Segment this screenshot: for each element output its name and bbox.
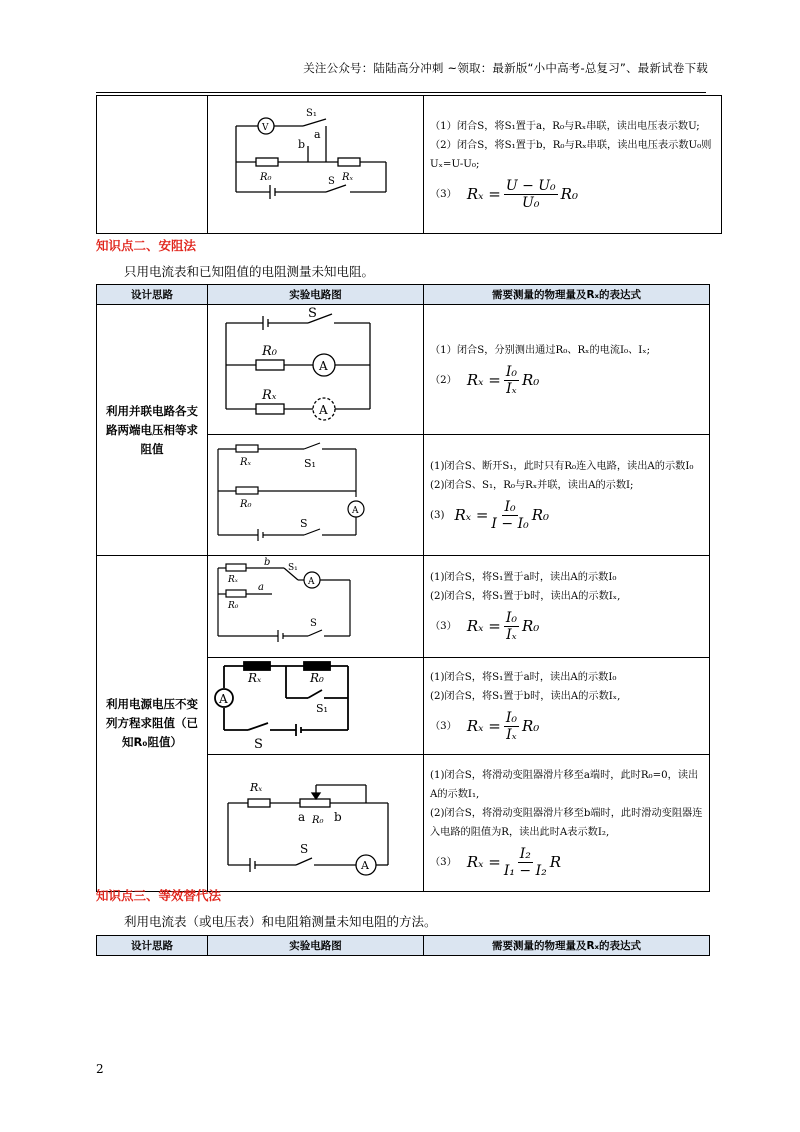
row-3-steps bbox=[424, 556, 710, 658]
voltmeter-circuit-diagram bbox=[208, 96, 422, 230]
top-steps-cell bbox=[424, 96, 722, 234]
col-header-circuit: 实验电路图 bbox=[208, 285, 424, 305]
row-2-formula: (3) Rₓ = $\frac{\text{I₀}}{\text{I − I₀}}$ R₀ bbox=[430, 498, 550, 532]
single-pole-double-throw-circuit bbox=[208, 556, 422, 654]
row-1-formula: （2） Rₓ = $\frac{\text{I₀}}{\text{Iₓ}}$ R₀ bbox=[430, 363, 540, 397]
row-5-step-2: (2)闭合S，将滑动变阻器滑片移至b端时，此时滑动变阻器连入电路的阻值为R，读出此时A表示数I₂, bbox=[430, 807, 703, 838]
row-1-step-1: （1）闭合S，分别测出通过R₀、Rₓ的电流I₀、Iₓ; bbox=[430, 344, 651, 356]
r3-label-rx: Rₓ bbox=[228, 575, 238, 585]
r2-label-s1: S₁ bbox=[304, 457, 316, 470]
rheostat-circuit bbox=[208, 755, 422, 888]
r1-label-a1: A bbox=[319, 359, 328, 373]
section-3-title: 知识点三、等效替代法 bbox=[96, 888, 222, 903]
r2-label-rx: Rₓ bbox=[240, 457, 252, 468]
row-3-step-1: (1)闭合S，将S₁置于a时，读出A的示数I₀ bbox=[430, 572, 617, 583]
label-a: a bbox=[314, 128, 321, 141]
r4-label-s: S bbox=[254, 737, 263, 751]
section-3-intro: 利用电流表（或电压表）和电阻箱测量未知电阻的方法。 bbox=[124, 914, 437, 929]
page-number: 2 bbox=[96, 1062, 104, 1076]
r1-label-s: S bbox=[308, 306, 317, 321]
r3-label-s: S bbox=[310, 618, 317, 629]
col-header-expression: 需要测量的物理量及Rₓ的表达式 bbox=[424, 285, 710, 305]
r1-label-r0: R₀ bbox=[262, 344, 277, 359]
row-5-step-1: (1)闭合S，将滑动变阻器滑片移至a端时，此时R₀=0，读出A的示数I₁, bbox=[430, 769, 699, 800]
r3-label-a: a bbox=[258, 582, 264, 593]
header-rule bbox=[96, 92, 706, 93]
label-v: V bbox=[262, 123, 269, 133]
row-4-circuit bbox=[208, 658, 424, 755]
r5-label-a: a bbox=[298, 810, 306, 824]
r3-label-b: b bbox=[264, 557, 271, 568]
section-2-title: 知识点二、安阻法 bbox=[96, 238, 197, 253]
row-4-steps bbox=[424, 658, 710, 755]
series-shorting-circuit bbox=[208, 658, 422, 751]
top-circuit-cell bbox=[208, 96, 424, 234]
ammeter-method-table bbox=[96, 284, 710, 892]
r3-label-s1: S₁ bbox=[288, 563, 298, 573]
r5-label-ammeter: A bbox=[361, 859, 369, 872]
label-rx: Rₓ bbox=[342, 172, 354, 183]
row-5-steps bbox=[424, 755, 710, 892]
row-2-circuit bbox=[208, 435, 424, 556]
label-s: S bbox=[328, 176, 335, 187]
row-3-circuit bbox=[208, 556, 424, 658]
r2-label-a: A bbox=[352, 506, 359, 516]
row-1-steps bbox=[424, 305, 710, 435]
top-formula: （3） Rₓ = $\frac{\text{U − U₀}}{\text{U₀}}$ R₀ bbox=[430, 177, 578, 211]
s3-col-header-idea: 设计思路 bbox=[97, 936, 208, 956]
top-step-1: （1）闭合S，将S₁置于a，R₀与Rₓ串联，读出电压表示数U; bbox=[430, 120, 700, 132]
top-idea-cell bbox=[97, 96, 208, 234]
r2-label-s: S bbox=[300, 517, 308, 530]
row-4-step-1: (1)闭合S，将S₁置于a时，读出A的示数I₀ bbox=[430, 671, 617, 683]
section-2-intro: 只用电流表和已知阻值的电阻测量未知电阻。 bbox=[124, 264, 375, 279]
s3-col-header-expression: 需要测量的物理量及Rₓ的表达式 bbox=[424, 936, 710, 956]
col-header-idea: 设计思路 bbox=[97, 285, 208, 305]
group-1-idea: 利用并联电路各支路两端电压相等求阻值 bbox=[97, 305, 208, 556]
label-b: b bbox=[298, 138, 306, 151]
r1-label-rx: Rₓ bbox=[262, 388, 277, 403]
r5-label-s: S bbox=[300, 842, 309, 856]
r1-label-a2: A bbox=[319, 403, 328, 417]
row-2-step-2: (2)闭合S、S₁，R₀与Rₓ并联，读出A的示数I; bbox=[430, 479, 634, 491]
group-2-idea: 利用电源电压不变列方程求阻值（已知R₀阻值） bbox=[97, 556, 208, 892]
label-s1: S₁ bbox=[306, 108, 317, 119]
page-header: 关注公众号：陆陆高分冲刺 ~领取：最新版“小中高考-总复习”、最新试卷下载 bbox=[303, 61, 708, 75]
substitution-method-table bbox=[96, 935, 710, 956]
r5-label-r0: R₀ bbox=[312, 815, 324, 826]
r4-label-r0: R₀ bbox=[310, 671, 324, 685]
r3-label-r0: R₀ bbox=[228, 601, 239, 611]
switched-parallel-circuit bbox=[208, 435, 422, 552]
row-3-step-2: (2)闭合S，将S₁置于b时，读出A的示数Iₓ, bbox=[430, 591, 621, 602]
r4-label-s1: S₁ bbox=[316, 702, 328, 715]
row-1-circuit bbox=[208, 305, 424, 435]
row-2-step-1: (1)闭合S、断开S₁，此时只有R₀连入电路，读出A的示数I₀ bbox=[430, 460, 694, 472]
top-table bbox=[96, 95, 722, 234]
r4-label-a: A bbox=[219, 692, 228, 706]
row-5-circuit bbox=[208, 755, 424, 892]
label-r0: R₀ bbox=[260, 172, 272, 183]
row-5-formula: （3） Rₓ = $\frac{\text{I₂}}{\text{I₁ − I₂}}$ R bbox=[430, 845, 562, 879]
r5-label-b: b bbox=[334, 810, 342, 824]
row-3-formula: （3） Rₓ = $\frac{\text{I₀}}{\text{Iₓ}}$ R₀ bbox=[430, 610, 540, 643]
parallel-ammeter-circuit bbox=[208, 305, 422, 431]
row-4-formula: （3） Rₓ = $\frac{\text{I₀}}{\text{Iₓ}}$ R₀ bbox=[430, 709, 540, 743]
r4-label-rx: Rₓ bbox=[248, 671, 262, 685]
r5-label-rx: Rₓ bbox=[250, 781, 263, 794]
r3-label-a-meter: A bbox=[308, 577, 315, 587]
top-step-2: （2）闭合S，将S₁置于b，R₀与Rₓ串联，读出电压表示数U₀则 Uₓ=U-U₀; bbox=[430, 139, 712, 170]
s3-col-header-circuit: 实验电路图 bbox=[208, 936, 424, 956]
r2-label-r0: R₀ bbox=[240, 499, 252, 510]
row-2-steps bbox=[424, 435, 710, 556]
row-4-step-2: (2)闭合S，将S₁置于b时，读出A的示数Iₓ, bbox=[430, 690, 621, 702]
